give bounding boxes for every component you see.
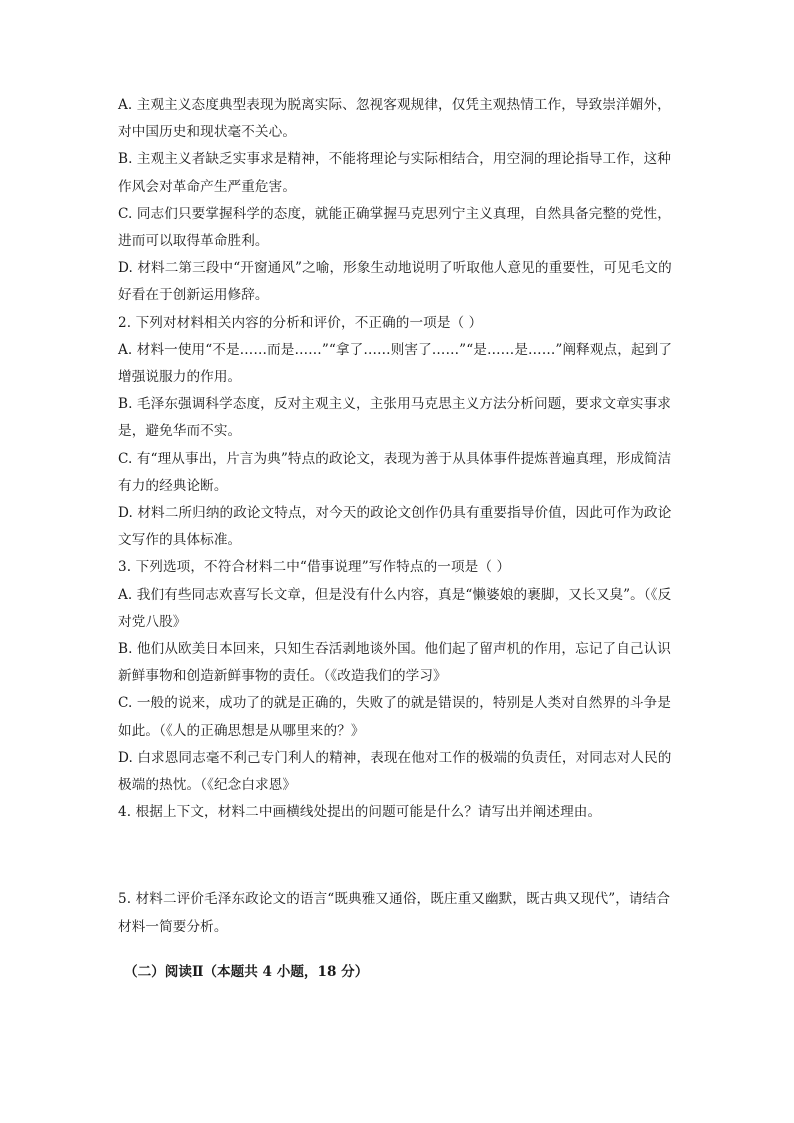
q2-option-a: A. 材料一使用“不是……而是……”“拿了……则害了……”“是……是……”阐释观点，起到了增强说服力的作用。 <box>118 341 673 386</box>
q1-option-a: A. 主观主义态度典型表现为脱离实际、忽视客观规律，仅凭主观热情工作，导致崇洋媚外，对中国历史和现状毫不关心。 <box>118 97 671 141</box>
q3-option-d: D. 白求恩同志毫不利己专门利人的精神，表现在他对工作的极端的负责任，对同志对人民的极端的热忱。（《纪念白求恩》 <box>118 749 672 794</box>
document-page <box>118 92 678 986</box>
question-4 <box>118 799 678 826</box>
q2-stem: 2. 下列对材料相关内容的分析和评价，不正确的一项是（ ） <box>118 314 483 331</box>
q4-stem: 4. 根据上下文，材料二中画横线处提出的问题可能是什么？请写出并阐述理由。 <box>118 804 602 821</box>
answer-space <box>118 826 678 886</box>
q5-stem: 5. 材料二评价毛泽东政论文的语言“既典雅又通俗，既庄重又幽默，既古典又现代”，请结合材料一简要分析。 <box>118 891 671 935</box>
q2-option-d: D. 材料二所归纳的政论文特点，对今天的政论文创作仍具有重要指导价值，因此可作为政论文写作的具体标准。 <box>118 505 672 549</box>
q1-option-d: D. 材料二第三段中“开窗通风”之喻，形象生动地说明了听取他人意见的重要性，可见毛文的好看在于创新运用修辞。 <box>118 260 672 304</box>
question-1-options <box>118 92 678 310</box>
question-2 <box>118 310 678 555</box>
q3-option-b: B. 他们从欧美日本回来，只知生吞活剥地谈外国。他们起了留声机的作用，忘记了自己认识新鲜事物和创造新鲜事物的责任。（《改造我们的学习》 <box>118 641 671 685</box>
q1-option-c: C. 同志们只要掌握科学的态度，就能正确掌握马克思列宁主义真理，自然具备完整的党性，进而可以取得革命胜利。 <box>118 205 671 250</box>
q3-stem: 3. 下列选项，不符合材料二中“借事说理”写作特点的一项是（ ） <box>118 559 511 576</box>
q2-option-c: C. 有“理从事出，片言为典”特点的政论文，表现为善于从具体事件提炼普遍真理，形成简洁有力的经典论断。 <box>118 450 672 494</box>
section-heading-reading-2: （二）阅读Ⅱ（本题共 4 小题，18 分） <box>124 963 369 980</box>
q3-option-c: C. 一般的说来，成功了的就是正确的，失败了的就是错误的，特别是人类对自然界的斗争是如此。（《人的正确思想是从哪里来的？》 <box>118 695 671 739</box>
q3-option-a: A. 我们有些同志欢喜写长文章，但是没有什么内容，真是“懒婆娘的裹脚，又长又臭”。（《反对党八股》 <box>118 586 672 630</box>
q2-option-b: B. 毛泽东强调科学态度，反对主观主义，主张用马克思主义方法分析问题，要求文章实事求是，避免华而不实。 <box>118 396 671 440</box>
question-5 <box>118 886 678 940</box>
question-3 <box>118 554 678 799</box>
section-spacer <box>118 941 678 959</box>
q1-option-b: B. 主观主义者缺乏实事求是精神，不能将理论与实际相结合，用空洞的理论指导工作，这种作风会对革命产生严重危害。 <box>118 151 671 195</box>
